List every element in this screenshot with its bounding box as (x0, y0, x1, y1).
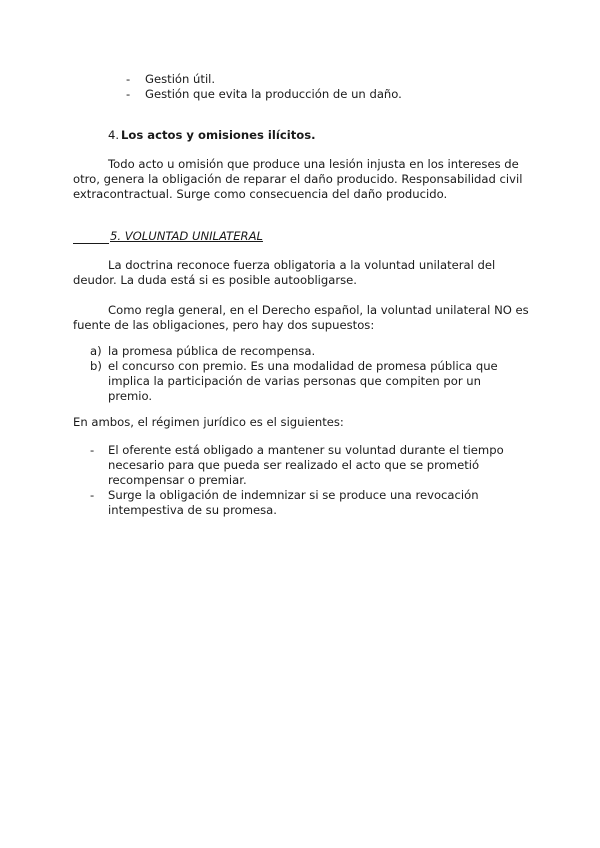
list-item-text: premio. (108, 389, 153, 403)
paragraph-line: fuente de las obligaciones, pero hay dos supuestos: (73, 318, 375, 332)
paragraph-line: Como regla general, en el Derecho español, la voluntad unilateral NO es (108, 303, 529, 317)
paragraph-line: La doctrina reconoce fuerza obligatoria a la voluntad unilateral del (108, 258, 496, 272)
list-item-text: Gestión útil. (145, 72, 216, 86)
section-4-number: 4. (108, 128, 120, 142)
list-item-marker: - (90, 443, 95, 457)
list-item-text: Surge la obligación de indemnizar si se produce una revocación (108, 488, 479, 502)
list-item-marker: - (126, 87, 131, 101)
list-item-text: Gestión que evita la producción de un daño. (145, 87, 402, 101)
list-item-marker: b) (90, 359, 102, 373)
list-item-marker: - (90, 488, 95, 502)
section-4-title: Los actos y omisiones ilícitos. (121, 128, 316, 142)
list-item-text: el concurso con premio. Es una modalidad de promesa pública que (108, 359, 498, 373)
list-item-text: la promesa pública de recompensa. (108, 344, 316, 358)
list-item-text: necesario para que pueda ser realizado el acto que se prometió (108, 458, 480, 472)
section-5-title: 5. VOLUNTAD UNILATERAL (110, 229, 263, 243)
paragraph-line: Todo acto u omisión que produce una lesión injusta en los intereses de (108, 157, 519, 171)
list-item-text: recompensar o premiar. (108, 473, 247, 487)
list-item-marker: a) (90, 344, 102, 358)
paragraph-line: deudor. La duda está si es posible autoobligarse. (73, 273, 357, 287)
list-item-marker: - (126, 72, 131, 86)
paragraph-line: En ambos, el régimen jurídico es el siguientes: (73, 415, 344, 429)
paragraph-line: otro, genera la obligación de reparar el daño producido. Responsabilidad civil (73, 172, 523, 186)
list-item-text: intempestiva de su promesa. (108, 503, 277, 517)
list-item-text: El oferente está obligado a mantener su voluntad durante el tiempo (108, 443, 504, 457)
paragraph-line: extracontractual. Surge como consecuencia del daño producido. (73, 187, 448, 201)
heading-underline (73, 243, 109, 244)
list-item-text: implica la participación de varias personas que compiten por un (108, 374, 481, 388)
